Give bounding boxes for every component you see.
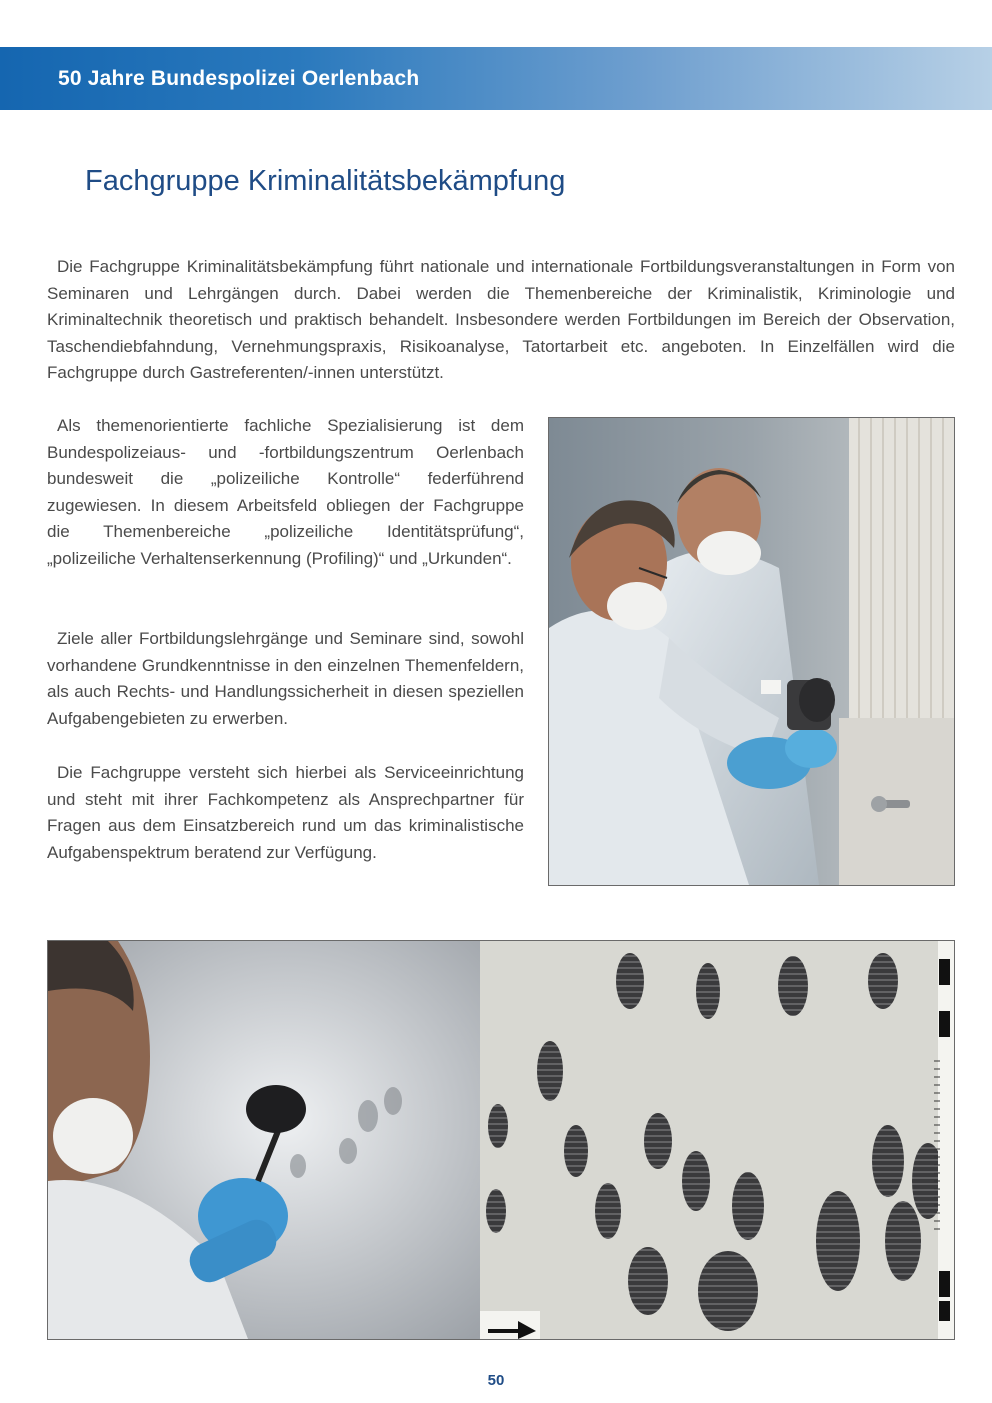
paragraph-specialization: Als themenorientierte fachliche Spezialisierung ist dem Bundespolizeiaus- und -fortbildungszentrum Oerlenbach bundesweit die „polizeiliche Kontrolle“ federführend zugewiesen. In diesem Arbeitsfeld obliegen der Fachgruppe die Themenbereiche „polizeiliche Identitätsprüfung“, „polizeiliche Verhaltenserkennung (Profiling)“ und „Urkunden“. — [47, 416, 524, 568]
page-title: Fachgruppe Kriminalitätsbekämpfung — [85, 165, 566, 197]
page-number: 50 — [487, 1372, 505, 1389]
header-title: 50 Jahre Bundespolizei Oerlenbach — [58, 67, 420, 90]
paragraph-goals: Ziele aller Fortbildungslehrgänge und Seminare sind, sowohl vorhandene Grundkenntnisse in den einzelnen Themenfeldern, als auch Rechts- und Handlungssicherheit in diesen speziellen Aufgabengebieten zu erwerben. — [47, 629, 524, 728]
photo-forensic-examiners — [548, 417, 955, 886]
header-band — [0, 47, 992, 110]
photo-fingerprint-dusting — [47, 940, 955, 1340]
paragraph-service: Die Fachgruppe versteht sich hierbei als Serviceeinrichtung und steht mit ihrer Fachkompetenz als Ansprechpartner für Fragen aus dem Einsatzbereich rund um das kriminalistische Aufgabenspektrum beratend zur Verfügung. — [47, 763, 524, 862]
paragraph-intro: Die Fachgruppe Kriminalitätsbekämpfung führt nationale und internationale Fortbildungsveranstaltungen in Form von Seminaren und Lehrgängen durch. Dabei werden die Themenbereiche der Kriminalistik, Kriminologie und Kriminaltechnik theoretisch und praktisch behandelt. Insbesondere werden Fortbildungen im Bereich der Observation, Taschendiebfahndung, Vernehmungspraxis, Risikoanalyse, Tatortarbeit etc. angeboten. In Einzelfällen wird die Fachgruppe durch Gastreferenten/-innen unterstützt. — [47, 257, 955, 382]
